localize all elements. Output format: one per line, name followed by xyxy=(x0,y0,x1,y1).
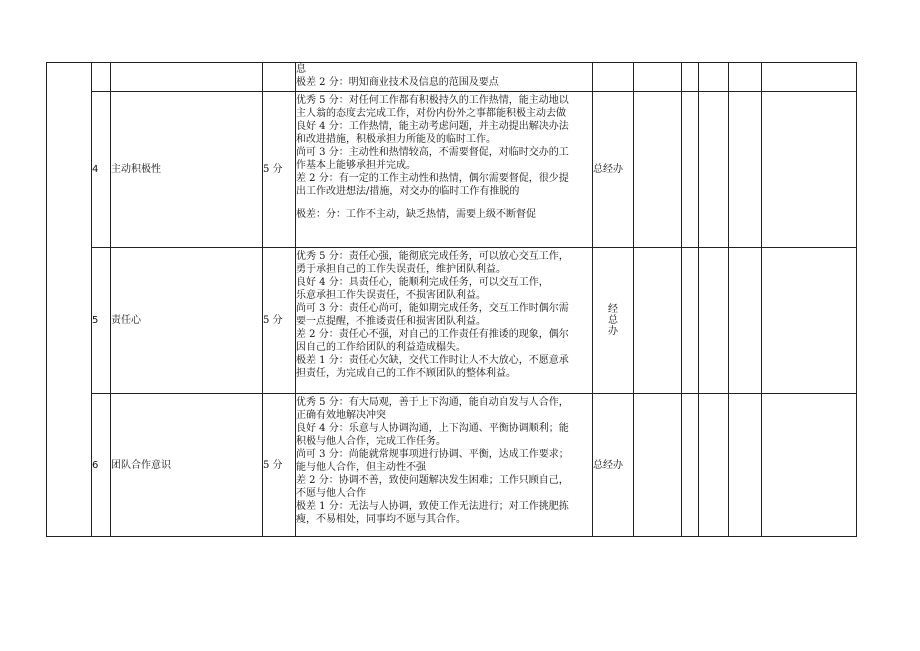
standard-line: 优秀 5 分：有大局观，善于上下沟通，能自动自发与人合作， xyxy=(296,397,569,408)
standard-line: 差 2 分：协调不善，致使问题解决发生困难；工作只顾自己， xyxy=(296,475,569,486)
owner-cell xyxy=(593,63,634,92)
standard-line: 优秀 5 分：对任何工作都有积极持久的工作热情，能主动地以 xyxy=(296,95,569,106)
owner-char: 办 xyxy=(608,326,618,337)
standard-line: 差 2 分：有一定的工作主动性和热情，偶尔需要督促，很少提 xyxy=(296,173,569,184)
evaluation-table xyxy=(46,62,857,537)
table-row xyxy=(47,248,857,394)
seq-cell xyxy=(92,63,111,92)
standard-line: 因自己的工作给团队的利益造成榻失。 xyxy=(296,342,466,353)
blank-cell xyxy=(762,248,857,394)
standard-cell xyxy=(296,63,593,92)
table-row xyxy=(47,92,857,248)
table-row xyxy=(47,63,857,92)
item-cell: 主动积极性 xyxy=(111,92,263,248)
standard-line: 和改进措施，积极承担力所能及的临时工作。 xyxy=(296,134,496,145)
standard-line: 差 2 分：责任心不强，对自己的工作责任有推诿的现象，偶尔 xyxy=(296,329,569,340)
standard-cell xyxy=(296,394,593,537)
standard-line: 极差 1 分：无法与人协调，致使工作无法进行；对工作挑肥拣 xyxy=(296,501,569,512)
owner-cell xyxy=(593,248,634,394)
table-row xyxy=(47,394,857,537)
spacer xyxy=(296,198,592,208)
owner-vertical-text xyxy=(593,304,633,337)
blank-cell xyxy=(762,92,857,248)
standard-line: 乐意承担工作失误责任，不损害团队利益。 xyxy=(296,290,486,301)
standard-line: 尚可 3 分：尚能就常规事项进行协调、平衡，达成工作要求； xyxy=(296,449,569,460)
standard-line: 出工作改进想法/措施，对交办的临时工作有推脱的 xyxy=(296,186,520,197)
standard-line: 不愿与他人合作 xyxy=(296,488,366,499)
standard-line: 良好 4 分：乐意与人协调沟通，上下沟通、平衡协调顺利；能 xyxy=(296,423,569,434)
score-cell: 5 分 xyxy=(263,92,296,248)
owner-char: 总 xyxy=(608,315,618,326)
standard-cell xyxy=(296,92,593,248)
standard-cell xyxy=(296,248,593,394)
blank-cell xyxy=(729,394,762,537)
blank-cell xyxy=(682,248,699,394)
blank-cell xyxy=(762,394,857,537)
owner-cell: 总经办 xyxy=(593,394,634,537)
blank-cell xyxy=(682,92,699,248)
standard-line: 要一点提醒，不推诿责任和损害团队利益。 xyxy=(296,316,486,327)
standard-line: 优秀 5 分：责任心强，能彻底完成任务，可以放心交互工作， xyxy=(296,251,569,262)
item-cell xyxy=(111,63,263,92)
standard-line: 极差 2 分：明知商业技术及信息的范围及要点 xyxy=(296,77,499,88)
standard-line: 能与他人合作，但主动性不强 xyxy=(296,462,426,473)
blank-cell xyxy=(634,248,682,394)
seq-cell: 6 xyxy=(92,394,111,537)
score-cell xyxy=(263,63,296,92)
owner-cell: 总经办 xyxy=(593,92,634,248)
blank-cell xyxy=(729,63,762,92)
standard-line: 担责任，为完成自己的工作不顾团队的整体利益。 xyxy=(296,368,516,379)
standard-line: 正确有效地解决冲突 xyxy=(296,410,386,421)
blank-cell xyxy=(729,92,762,248)
standard-line: 良好 4 分：具责任心，能顺利完成任务，可以交互工作， xyxy=(296,277,549,288)
blank-cell xyxy=(634,63,682,92)
standard-line: 主人翁的态度去完成工作，对份内份外之事都能积极主动去做 xyxy=(296,108,566,119)
item-cell: 团队合作意识 xyxy=(111,394,263,537)
seq-cell: 4 xyxy=(92,92,111,248)
blank-cell xyxy=(682,394,699,537)
outer-blank-cell xyxy=(47,63,92,537)
blank-cell xyxy=(762,63,857,92)
blank-cell xyxy=(634,394,682,537)
item-cell: 责任心 xyxy=(111,248,263,394)
blank-cell xyxy=(729,248,762,394)
seq-cell: 5 xyxy=(92,248,111,394)
standard-line: 勇于承担自己的工作失误责任，维护团队利益。 xyxy=(296,264,506,275)
owner-char: 经 xyxy=(608,304,618,315)
standard-line: 瘦，不易相处，同事均不愿与其合作。 xyxy=(296,514,466,525)
standard-line: 作基本上能够承担并完成。 xyxy=(296,160,416,171)
blank-cell xyxy=(699,92,729,248)
standard-line: 尚可 3 分：责任心尚可，能如期完成任务，交互工作时偶尔需 xyxy=(296,303,569,314)
standard-line: 尚可 3 分：主动性和热情较高，不需要督促，对临时交办的工 xyxy=(296,147,569,158)
blank-cell xyxy=(699,394,729,537)
standard-line: 良好 4 分：工作热情，能主动考虑问题，并主动提出解决办法 xyxy=(296,121,569,132)
standard-line: 极差：分：工作不主动，缺乏热情，需要上级不断督促 xyxy=(296,209,536,220)
score-cell: 5 分 xyxy=(263,248,296,394)
blank-cell xyxy=(699,63,729,92)
blank-cell xyxy=(682,63,699,92)
standard-line: 息 xyxy=(296,64,306,75)
standard-line: 极差 1 分：责任心欠缺，交代工作时让人不大放心，不愿意承 xyxy=(296,355,569,366)
standard-line: 积极与他人合作，完成工作任务。 xyxy=(296,436,446,447)
blank-cell xyxy=(634,92,682,248)
blank-cell xyxy=(699,248,729,394)
score-cell: 5 分 xyxy=(263,394,296,537)
